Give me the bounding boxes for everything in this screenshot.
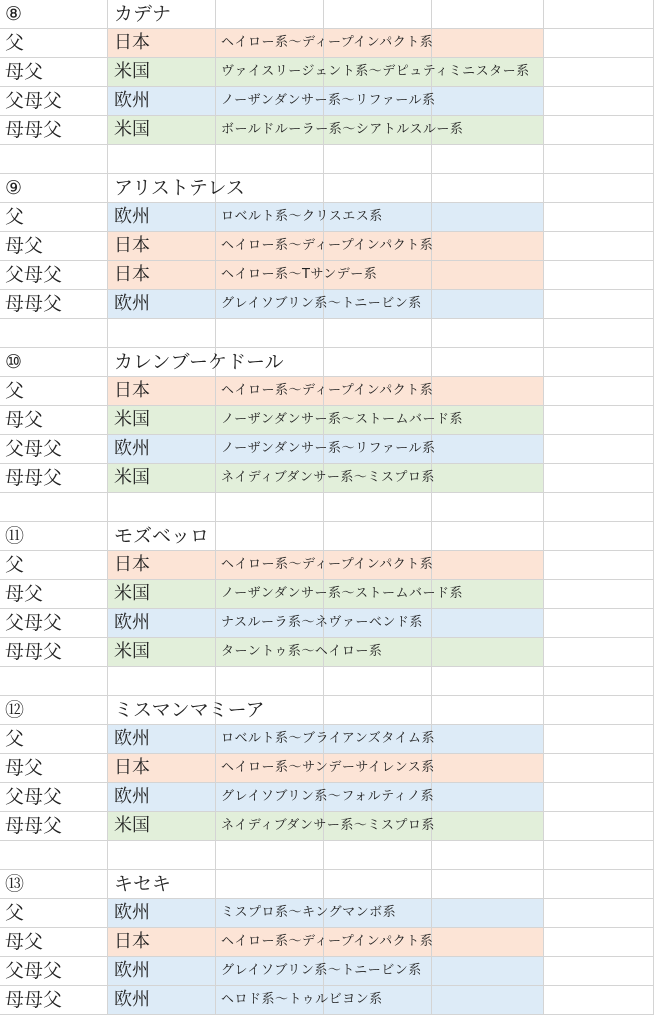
region-label: 欧州 xyxy=(114,612,150,633)
grid-cell[interactable] xyxy=(544,377,654,406)
grid-cell[interactable] xyxy=(108,464,216,493)
pedigree-role: 母母父 xyxy=(5,641,63,663)
grid-cell[interactable] xyxy=(108,754,216,783)
grid-cell[interactable] xyxy=(544,986,654,1015)
pedigree-row xyxy=(0,116,654,145)
grid-cell[interactable] xyxy=(108,232,216,261)
pedigree-role: 父 xyxy=(5,728,25,750)
grid-cell[interactable] xyxy=(544,754,654,783)
region-label: 欧州 xyxy=(114,438,150,459)
sire-line-text: ターントゥ系～ヘイロー系 xyxy=(221,644,383,659)
sire-line-text: ネイディブダンサー系～ミスプロ系 xyxy=(221,818,435,833)
region-label: 日本 xyxy=(114,264,150,285)
sire-line-text: ロベルト系～クリスエス系 xyxy=(221,209,383,224)
grid-cell[interactable] xyxy=(432,754,544,783)
grid-cell[interactable] xyxy=(216,667,324,696)
region-label: 米国 xyxy=(114,641,150,662)
grid-cell[interactable] xyxy=(0,899,108,928)
sire-line-text: ノーザンダンサー系～リファール系 xyxy=(221,441,436,456)
grid-cell[interactable] xyxy=(108,145,216,174)
pedigree-row xyxy=(0,203,654,232)
grid-cell[interactable] xyxy=(0,319,108,348)
pedigree-row xyxy=(0,957,654,986)
region-label: 日本 xyxy=(114,380,150,401)
region-label: 欧州 xyxy=(114,960,150,981)
sire-line-text: ヘイロー系～ディープインパクト系 xyxy=(221,238,434,253)
grid-cell[interactable] xyxy=(0,493,108,522)
grid-cell[interactable] xyxy=(432,145,544,174)
grid-cell[interactable] xyxy=(432,609,544,638)
region-label: 米国 xyxy=(114,61,150,82)
grid-cell[interactable] xyxy=(544,696,654,725)
group-number: ⑧ xyxy=(5,3,23,25)
group-number: ⑪ xyxy=(5,525,25,547)
grid-cell[interactable] xyxy=(544,638,654,667)
region-label: 日本 xyxy=(114,235,150,256)
sire-line-text: ノーザンダンサー系～ストームバード系 xyxy=(221,412,463,427)
pedigree-role: 父母父 xyxy=(5,960,63,982)
grid-cell[interactable] xyxy=(544,203,654,232)
grid-cell[interactable] xyxy=(544,899,654,928)
pedigree-role: 父 xyxy=(5,902,25,924)
grid-cell[interactable] xyxy=(216,812,435,841)
pedigree-role: 父母父 xyxy=(5,264,63,286)
grid-cell[interactable] xyxy=(432,348,544,377)
pedigree-role: 母父 xyxy=(5,235,44,257)
grid-cell[interactable] xyxy=(432,522,544,551)
grid-cell[interactable] xyxy=(0,580,108,609)
region-label: 欧州 xyxy=(114,786,150,807)
sire-line-text: ヘイロー系～ディープインパクト系 xyxy=(221,934,434,949)
sire-line-text: ナスルーラ系～ネヴァーベンド系 xyxy=(221,615,423,630)
group-number: ⑬ xyxy=(5,873,25,895)
grid-cell[interactable] xyxy=(0,377,108,406)
region-label: 米国 xyxy=(114,467,150,488)
blank-row xyxy=(0,145,654,174)
grid-cell[interactable] xyxy=(216,754,435,783)
grid-cell[interactable] xyxy=(324,493,432,522)
group-number: ⑨ xyxy=(5,177,23,199)
grid-cell[interactable] xyxy=(324,145,432,174)
pedigree-row xyxy=(0,232,654,261)
grid-cell[interactable] xyxy=(0,551,108,580)
sire-line-text: ロベルト系～ブライアンズタイム系 xyxy=(221,731,436,746)
grid-cell[interactable] xyxy=(544,812,654,841)
grid-cell[interactable] xyxy=(108,609,216,638)
grid-cell[interactable] xyxy=(0,290,108,319)
grid-cell[interactable] xyxy=(216,203,383,232)
grid-cell[interactable] xyxy=(432,0,544,29)
sire-line-text: ノーザンダンサー系～リファール系 xyxy=(221,93,436,108)
grid-cell[interactable] xyxy=(544,522,654,551)
region-label: 欧州 xyxy=(114,989,150,1010)
grid-cell[interactable] xyxy=(216,377,434,406)
grid-cell[interactable] xyxy=(0,754,108,783)
grid-cell[interactable] xyxy=(0,522,108,551)
grid-cell[interactable] xyxy=(432,232,544,261)
grid-cell[interactable] xyxy=(0,174,108,203)
sire-line-text: ヘロド系～トゥルビヨン系 xyxy=(221,992,383,1007)
grid-cell[interactable] xyxy=(0,696,108,725)
grid-cell[interactable] xyxy=(108,812,216,841)
pedigree-row xyxy=(0,406,654,435)
region-label: 日本 xyxy=(114,32,150,53)
grid-cell[interactable] xyxy=(108,319,216,348)
pedigree-row xyxy=(0,609,654,638)
grid-cell[interactable] xyxy=(0,261,108,290)
region-label: 米国 xyxy=(114,583,150,604)
pedigree-row xyxy=(0,986,654,1015)
grid-cell[interactable] xyxy=(324,522,432,551)
pedigree-row xyxy=(0,899,654,928)
region-label: 米国 xyxy=(114,815,150,836)
grid-cell[interactable] xyxy=(0,464,108,493)
grid-cell[interactable] xyxy=(108,928,216,957)
pedigree-row xyxy=(0,464,654,493)
grid-cell[interactable] xyxy=(108,261,216,290)
pedigree-row xyxy=(0,551,654,580)
sire-line-text: ヴァイスリージェント系～デピュティミニスター系 xyxy=(221,64,530,79)
grid-cell[interactable] xyxy=(0,435,108,464)
grid-cell[interactable] xyxy=(0,87,108,116)
grid-cell[interactable] xyxy=(216,783,435,812)
grid-cell[interactable] xyxy=(0,725,108,754)
pedigree-row xyxy=(0,87,654,116)
grid-cell[interactable] xyxy=(324,841,432,870)
blank-row xyxy=(0,319,654,348)
grid-cell[interactable] xyxy=(432,290,544,319)
sire-line-text: ヘイロー系～ディープインパクト系 xyxy=(221,35,434,50)
pedigree-row xyxy=(0,58,654,87)
grid-cell[interactable] xyxy=(108,783,216,812)
grid-cell[interactable] xyxy=(432,870,544,899)
grid-cell[interactable] xyxy=(0,928,108,957)
grid-cell[interactable] xyxy=(544,58,654,87)
horse-name: キセキ xyxy=(114,873,172,895)
pedigree-row xyxy=(0,29,654,58)
horse-name: カレンブーケドール xyxy=(114,351,284,373)
sire-line-text: ネイディブダンサー系～ミスプロ系 xyxy=(221,470,435,485)
grid-cell[interactable] xyxy=(216,870,324,899)
grid-cell[interactable] xyxy=(0,870,108,899)
grid-cell[interactable] xyxy=(0,58,108,87)
grid-cell[interactable] xyxy=(108,696,265,725)
grid-cell[interactable] xyxy=(324,348,432,377)
grid-cell[interactable] xyxy=(544,319,654,348)
grid-cell[interactable] xyxy=(324,696,432,725)
grid-cell[interactable] xyxy=(432,696,544,725)
pedigree-role: 父 xyxy=(5,380,25,402)
sire-line-text: ミスプロ系～キングマンボ系 xyxy=(221,905,397,920)
pedigree-role: 父母父 xyxy=(5,90,63,112)
grid-cell[interactable] xyxy=(216,406,463,435)
grid-cell[interactable] xyxy=(432,783,544,812)
grid-cell[interactable] xyxy=(108,870,216,899)
grid-cell[interactable] xyxy=(0,0,108,29)
grid-cell[interactable] xyxy=(0,841,108,870)
group-header-row xyxy=(0,870,654,899)
grid-cell[interactable] xyxy=(432,435,544,464)
pedigree-row xyxy=(0,783,654,812)
grid-cell[interactable] xyxy=(544,348,654,377)
horse-name: ミスマンマミーア xyxy=(114,699,265,721)
grid-cell[interactable] xyxy=(216,261,378,290)
sire-line-text: グレイソブリン系～フォルティノ系 xyxy=(221,789,435,804)
sire-line-text: ヘイロー系～サンデーサイレンス系 xyxy=(221,760,435,775)
sire-line-text: グレイソブリン系～トニービン系 xyxy=(221,296,422,311)
horse-name: モズベッロ xyxy=(114,525,210,547)
grid-cell[interactable] xyxy=(544,435,654,464)
grid-cell[interactable] xyxy=(544,261,654,290)
grid-cell[interactable] xyxy=(324,0,432,29)
grid-cell[interactable] xyxy=(108,493,216,522)
grid-cell[interactable] xyxy=(432,203,544,232)
grid-cell[interactable] xyxy=(108,667,216,696)
grid-cell[interactable] xyxy=(432,377,544,406)
grid-cell[interactable] xyxy=(544,667,654,696)
grid-cell[interactable] xyxy=(0,783,108,812)
grid-cell[interactable] xyxy=(216,928,434,957)
grid-cell[interactable] xyxy=(0,29,108,58)
pedigree-role: 母父 xyxy=(5,931,44,953)
grid-cell[interactable] xyxy=(324,667,432,696)
region-label: 米国 xyxy=(114,119,150,140)
grid-cell[interactable] xyxy=(108,29,216,58)
grid-cell[interactable] xyxy=(108,580,216,609)
grid-cell[interactable] xyxy=(544,464,654,493)
pedigree-row xyxy=(0,754,654,783)
grid-cell[interactable] xyxy=(432,899,544,928)
grid-cell[interactable] xyxy=(544,87,654,116)
grid-cell[interactable] xyxy=(108,58,216,87)
horse-name: カデナ xyxy=(114,3,172,25)
grid-cell[interactable] xyxy=(216,290,422,319)
pedigree-role: 父母父 xyxy=(5,612,63,634)
grid-cell[interactable] xyxy=(216,493,324,522)
grid-cell[interactable] xyxy=(108,435,216,464)
grid-cell[interactable] xyxy=(216,435,436,464)
pedigree-row xyxy=(0,290,654,319)
grid-cell[interactable] xyxy=(216,87,436,116)
pedigree-role: 母父 xyxy=(5,583,44,605)
pedigree-role: 母母父 xyxy=(5,467,63,489)
pedigree-row xyxy=(0,435,654,464)
grid-cell[interactable] xyxy=(432,261,544,290)
grid-cell[interactable] xyxy=(0,116,108,145)
grid-cell[interactable] xyxy=(216,0,324,29)
grid-cell[interactable] xyxy=(544,551,654,580)
grid-cell[interactable] xyxy=(544,29,654,58)
grid-cell[interactable] xyxy=(108,551,216,580)
grid-cell[interactable] xyxy=(108,522,216,551)
pedigree-row xyxy=(0,725,654,754)
pedigree-role: 母父 xyxy=(5,409,44,431)
pedigree-role: 父 xyxy=(5,206,25,228)
region-label: 欧州 xyxy=(114,902,150,923)
grid-cell[interactable] xyxy=(432,638,544,667)
pedigree-role: 父 xyxy=(5,32,25,54)
grid-cell[interactable] xyxy=(432,725,544,754)
grid-cell[interactable] xyxy=(216,551,434,580)
blank-row xyxy=(0,841,654,870)
grid-cell[interactable] xyxy=(432,957,544,986)
grid-cell[interactable] xyxy=(432,986,544,1015)
grid-cell[interactable] xyxy=(0,348,108,377)
sire-line-text: ヘイロー系～ディープインパクト系 xyxy=(221,557,434,572)
grid-cell[interactable] xyxy=(108,116,216,145)
grid-cell[interactable] xyxy=(544,232,654,261)
grid-cell[interactable] xyxy=(0,203,108,232)
grid-cell[interactable] xyxy=(216,319,324,348)
group-header-row xyxy=(0,0,654,29)
region-label: 日本 xyxy=(114,931,150,952)
grid-cell[interactable] xyxy=(432,928,544,957)
pedigree-role: 母母父 xyxy=(5,293,63,315)
grid-cell[interactable] xyxy=(432,812,544,841)
grid-cell[interactable] xyxy=(432,551,544,580)
pedigree-row xyxy=(0,580,654,609)
group-header-row xyxy=(0,174,654,203)
grid-cell[interactable] xyxy=(0,609,108,638)
grid-cell[interactable] xyxy=(108,377,216,406)
pedigree-row xyxy=(0,928,654,957)
region-label: 欧州 xyxy=(114,90,150,111)
group-number: ⑩ xyxy=(5,351,23,373)
pedigree-role: 母父 xyxy=(5,61,44,83)
pedigree-row xyxy=(0,638,654,667)
grid-cell[interactable] xyxy=(432,493,544,522)
grid-cell[interactable] xyxy=(108,986,216,1015)
grid-cell[interactable] xyxy=(544,725,654,754)
grid-cell[interactable] xyxy=(216,841,324,870)
grid-cell[interactable] xyxy=(108,203,216,232)
grid-cell[interactable] xyxy=(108,725,216,754)
grid-cell[interactable] xyxy=(544,0,654,29)
grid-cell[interactable] xyxy=(432,29,544,58)
group-header-row xyxy=(0,696,654,725)
pedigree-row xyxy=(0,377,654,406)
grid-cell[interactable] xyxy=(544,116,654,145)
horse-name: アリストテレス xyxy=(114,177,245,199)
grid-cell[interactable] xyxy=(324,174,432,203)
grid-cell[interactable] xyxy=(432,87,544,116)
region-label: 米国 xyxy=(114,409,150,430)
region-label: 日本 xyxy=(114,554,150,575)
grid-cell[interactable] xyxy=(0,232,108,261)
grid-cell[interactable] xyxy=(324,319,432,348)
sire-line-text: ヘイロー系～Tサンデー系 xyxy=(221,267,378,282)
grid-cell[interactable] xyxy=(544,841,654,870)
grid-cell[interactable] xyxy=(216,725,436,754)
grid-cell[interactable] xyxy=(216,522,324,551)
grid-cell[interactable] xyxy=(216,232,434,261)
grid-cell[interactable] xyxy=(544,406,654,435)
grid-cell[interactable] xyxy=(216,145,324,174)
region-label: 欧州 xyxy=(114,728,150,749)
grid-cell[interactable] xyxy=(0,406,108,435)
sire-line-text: グレイソブリン系～トニービン系 xyxy=(221,963,422,978)
grid-cell[interactable] xyxy=(108,87,216,116)
sire-line-text: ボールドルーラー系～シアトルスルー系 xyxy=(221,122,464,137)
region-label: 日本 xyxy=(114,757,150,778)
pedigree-row xyxy=(0,261,654,290)
grid-cell[interactable] xyxy=(216,58,530,87)
grid-cell[interactable] xyxy=(108,0,216,29)
grid-cell[interactable] xyxy=(432,667,544,696)
grid-cell[interactable] xyxy=(216,29,434,58)
grid-cell[interactable] xyxy=(432,174,544,203)
grid-cell[interactable] xyxy=(432,464,544,493)
grid-cell[interactable] xyxy=(0,986,108,1015)
grid-cell[interactable] xyxy=(216,116,464,145)
grid-cell[interactable] xyxy=(0,145,108,174)
blank-row xyxy=(0,667,654,696)
grid-cell[interactable] xyxy=(544,174,654,203)
blank-row xyxy=(0,493,654,522)
sire-line-text: ヘイロー系～ディープインパクト系 xyxy=(221,383,434,398)
grid-cell[interactable] xyxy=(0,667,108,696)
grid-cell[interactable] xyxy=(544,493,654,522)
grid-cell[interactable] xyxy=(544,609,654,638)
grid-cell[interactable] xyxy=(432,319,544,348)
grid-cell[interactable] xyxy=(108,957,216,986)
group-number: ⑫ xyxy=(5,699,25,721)
grid-cell[interactable] xyxy=(108,841,216,870)
grid-cell[interactable] xyxy=(216,986,383,1015)
pedigree-role: 母父 xyxy=(5,757,44,779)
pedigree-role: 父 xyxy=(5,554,25,576)
grid-cell[interactable] xyxy=(216,609,423,638)
grid-cell[interactable] xyxy=(108,899,216,928)
pedigree-role: 母母父 xyxy=(5,119,63,141)
grid-cell[interactable] xyxy=(108,406,216,435)
grid-cell[interactable] xyxy=(0,638,108,667)
grid-cell[interactable] xyxy=(544,580,654,609)
grid-cell[interactable] xyxy=(544,145,654,174)
region-label: 欧州 xyxy=(114,206,150,227)
pedigree-role: 母母父 xyxy=(5,815,63,837)
pedigree-row xyxy=(0,812,654,841)
grid-cell[interactable] xyxy=(0,812,108,841)
grid-cell[interactable] xyxy=(544,290,654,319)
grid-cell[interactable] xyxy=(108,638,216,667)
grid-cell[interactable] xyxy=(216,899,397,928)
grid-cell[interactable] xyxy=(544,928,654,957)
grid-cell[interactable] xyxy=(108,290,216,319)
region-label: 欧州 xyxy=(114,293,150,314)
grid-cell[interactable] xyxy=(216,464,435,493)
grid-cell[interactable] xyxy=(544,870,654,899)
group-header-row xyxy=(0,522,654,551)
pedigree-role: 父母父 xyxy=(5,438,63,460)
grid-cell[interactable] xyxy=(216,957,422,986)
pedigree-role: 母母父 xyxy=(5,989,63,1011)
grid-cell[interactable] xyxy=(544,783,654,812)
grid-cell[interactable] xyxy=(432,841,544,870)
group-header-row xyxy=(0,348,654,377)
grid-cell[interactable] xyxy=(544,957,654,986)
grid-cell[interactable] xyxy=(216,580,463,609)
grid-cell[interactable] xyxy=(108,348,284,377)
sire-line-text: ノーザンダンサー系～ストームバード系 xyxy=(221,586,463,601)
grid-cell[interactable] xyxy=(324,870,432,899)
grid-cell[interactable] xyxy=(0,957,108,986)
grid-cell[interactable] xyxy=(108,174,245,203)
grid-cell[interactable] xyxy=(216,638,383,667)
pedigree-role: 父母父 xyxy=(5,786,63,808)
